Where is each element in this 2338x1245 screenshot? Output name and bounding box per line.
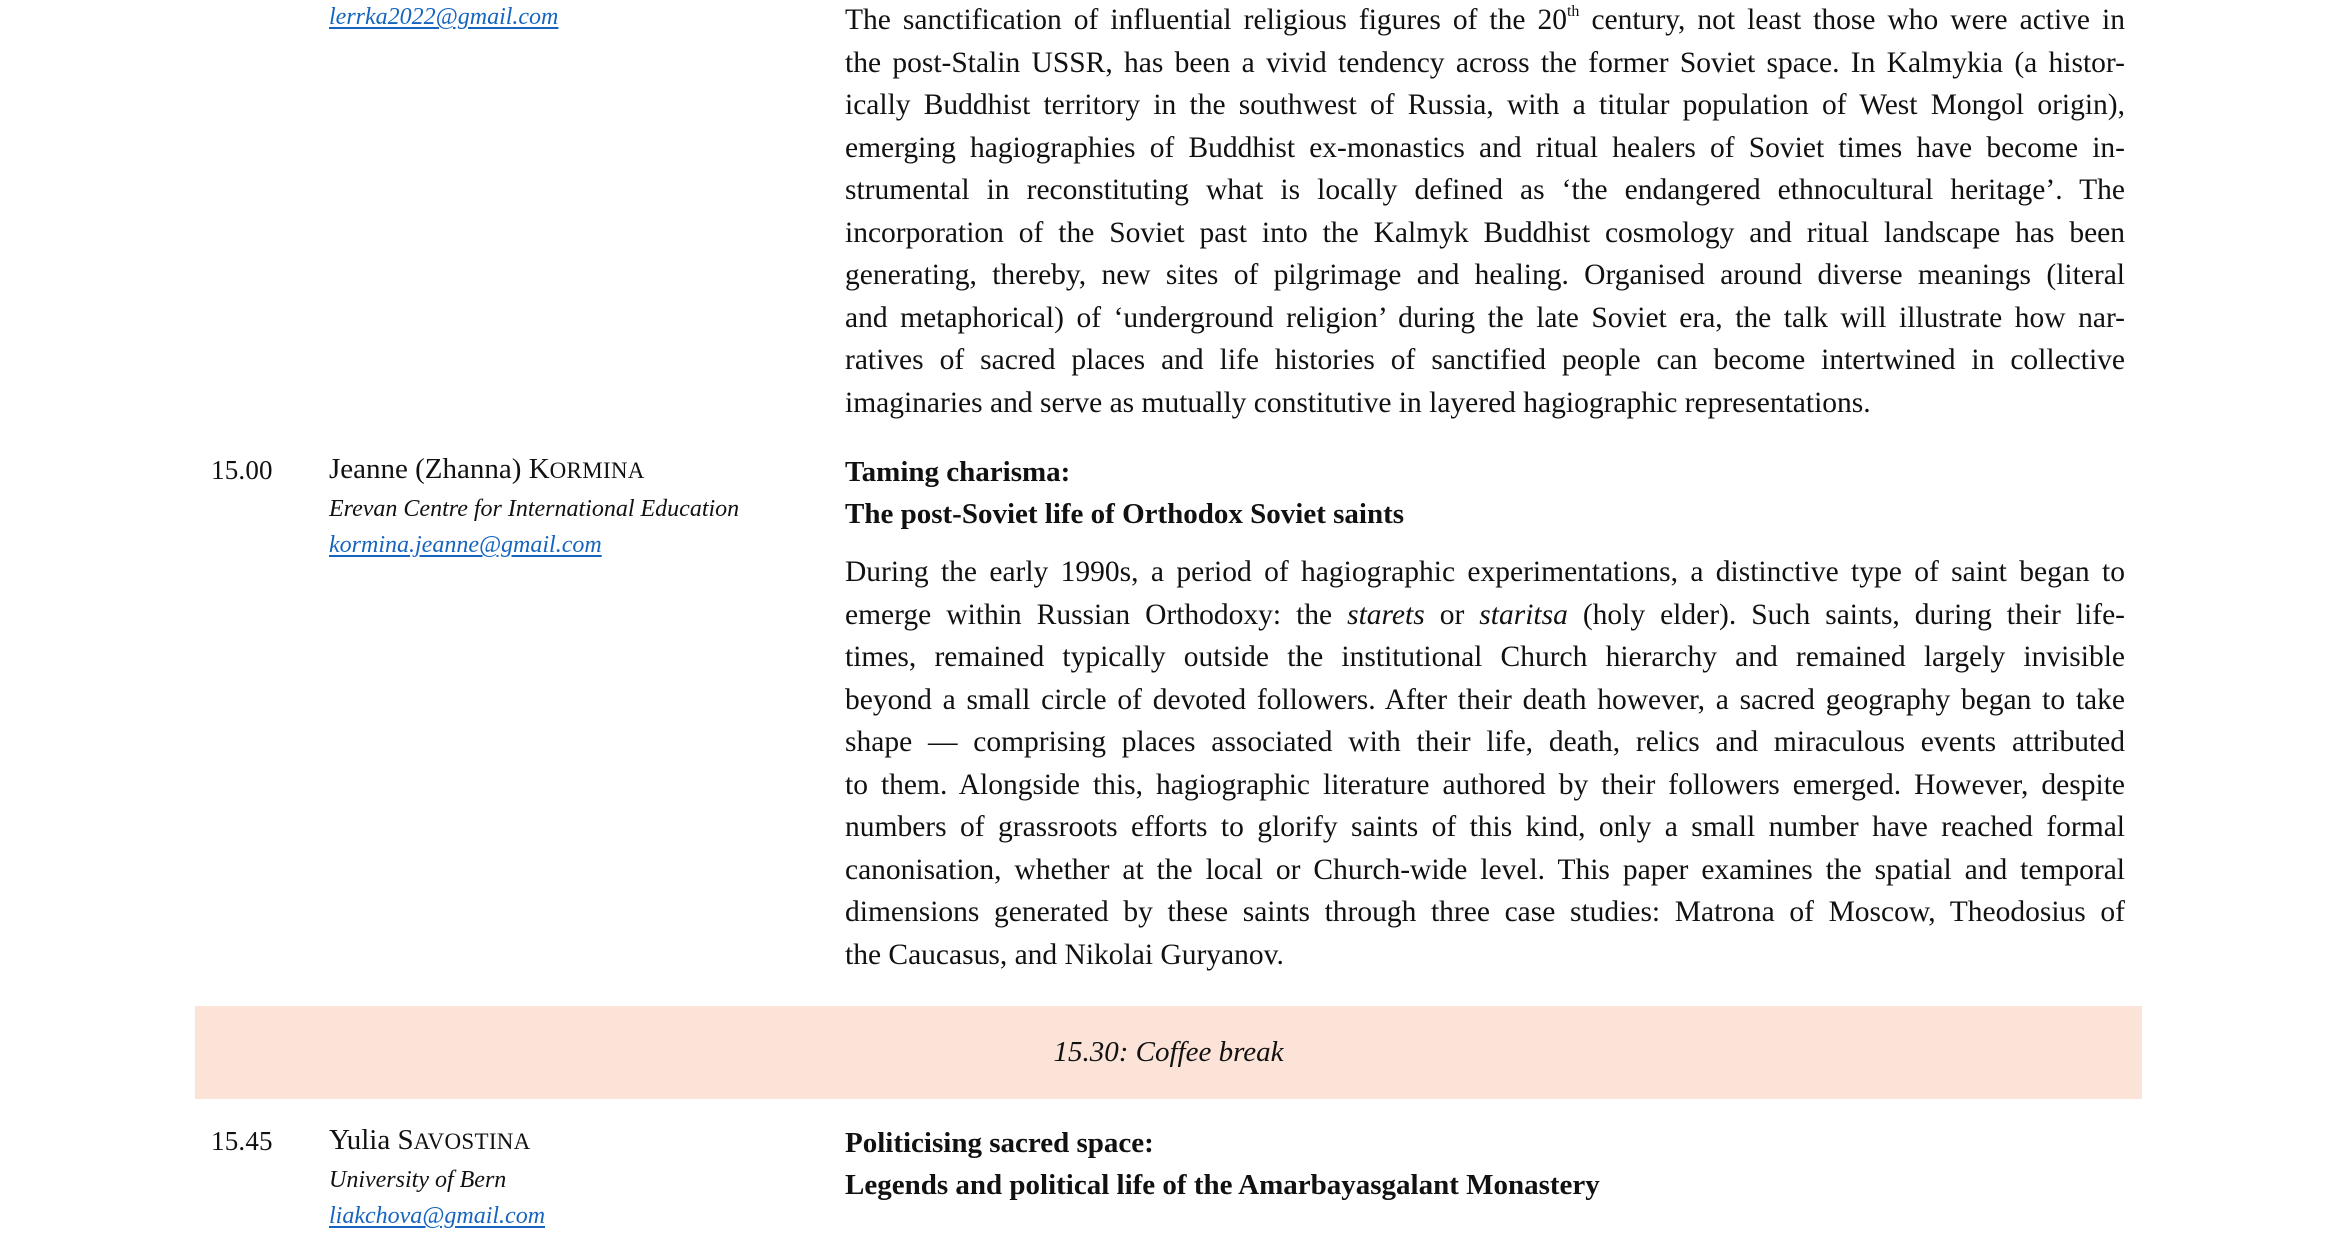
speaker-name: Jeanne (Zhanna) KORMINA bbox=[329, 453, 645, 485]
session-time: 15.45 bbox=[211, 1126, 273, 1156]
coffee-break-banner bbox=[195, 1006, 2142, 1099]
abstract-line: ratives of sacred places and life histories of sanctified people can become intertwined in collective bbox=[845, 344, 2125, 376]
speaker-email-link[interactable]: liakchova@gmail.com bbox=[329, 1203, 546, 1229]
coffee-break-label: 15.30: Coffee break bbox=[1053, 1036, 1284, 1068]
talk-title-line: Politicising sacred space: bbox=[845, 1127, 1154, 1159]
abstract-line: dimensions generated by these saints through three case studies: Matrona of Moscow, Theodosius of bbox=[845, 896, 2125, 928]
abstract-line: beyond a small circle of devoted followers. After their death however, a sacred geography began to take bbox=[845, 684, 2125, 716]
abstract-line: emerge within Russian Orthodoxy: the starets or staritsa (holy elder). Such saints, during their life- bbox=[845, 599, 2125, 631]
speaker-name: Yulia SAVOSTINA bbox=[329, 1124, 531, 1156]
abstract-line: generating, thereby, new sites of pilgrimage and healing. Organised around diverse meanings (literal bbox=[845, 259, 2125, 291]
abstract-line: emerging hagiographies of Buddhist ex-monastics and ritual healers of Soviet times have become in- bbox=[845, 132, 2125, 164]
speaker-affiliation: University of Bern bbox=[329, 1167, 507, 1193]
session-time: 15.00 bbox=[211, 455, 273, 485]
talk-title-line: The post-Soviet life of Orthodox Soviet saints bbox=[845, 498, 1405, 530]
abstract-line: numbers of grassroots efforts to glorify saints of this kind, only a small number have reached formal bbox=[845, 811, 2125, 843]
abstract-line: incorporation of the Soviet past into the Kalmyk Buddhist cosmology and ritual landscape has been bbox=[845, 217, 2125, 249]
talk-title-line: Taming charisma: bbox=[845, 456, 1071, 488]
abstract-line: the post-Stalin USSR, has been a vivid tendency across the former Soviet space. In Kalmykia (a histor- bbox=[845, 47, 2125, 79]
abstract-line: imaginaries and serve as mutually constitutive in layered hagiographic representations. bbox=[845, 387, 1871, 419]
speaker-email-link[interactable]: kormina.jeanne@gmail.com bbox=[329, 532, 602, 558]
speaker-affiliation: Erevan Centre for International Education bbox=[329, 496, 740, 522]
abstract-line: ically Buddhist territory in the southwest of Russia, with a titular population of West Mongol origin), bbox=[845, 89, 2125, 121]
abstract-line: times, remained typically outside the institutional Church hierarchy and remained largely invisible bbox=[845, 641, 2125, 673]
abstract-line: to them. Alongside this, hagiographic literature authored by their followers emerged. However, despite bbox=[845, 769, 2125, 801]
abstract-line: the Caucasus, and Nikolai Guryanov. bbox=[845, 939, 1284, 971]
talk-title-line: Legends and political life of the Amarbayasgalant Monastery bbox=[845, 1169, 1600, 1201]
abstract-line: and metaphorical) of ‘underground religion’ during the late Soviet era, the talk will illustrate how nar- bbox=[845, 302, 2125, 334]
speaker-email-link[interactable]: lerrka2022@gmail.com bbox=[329, 4, 559, 30]
abstract-line: The sanctification of influential religious figures of the 20th century, not least those who were active in bbox=[845, 3, 2125, 36]
abstract-line: canonisation, whether at the local or Church-wide level. This paper examines the spatial and temporal bbox=[845, 854, 2125, 886]
abstract-line: During the early 1990s, a period of hagiographic experimentations, a distinctive type of saint began to bbox=[845, 556, 2125, 588]
abstract-line: shape — comprising places associated with their life, death, relics and miraculous events attributed bbox=[845, 726, 2125, 758]
abstract-line: strumental in reconstituting what is locally defined as ‘the endangered ethnocultural heritage’. The bbox=[845, 174, 2125, 206]
